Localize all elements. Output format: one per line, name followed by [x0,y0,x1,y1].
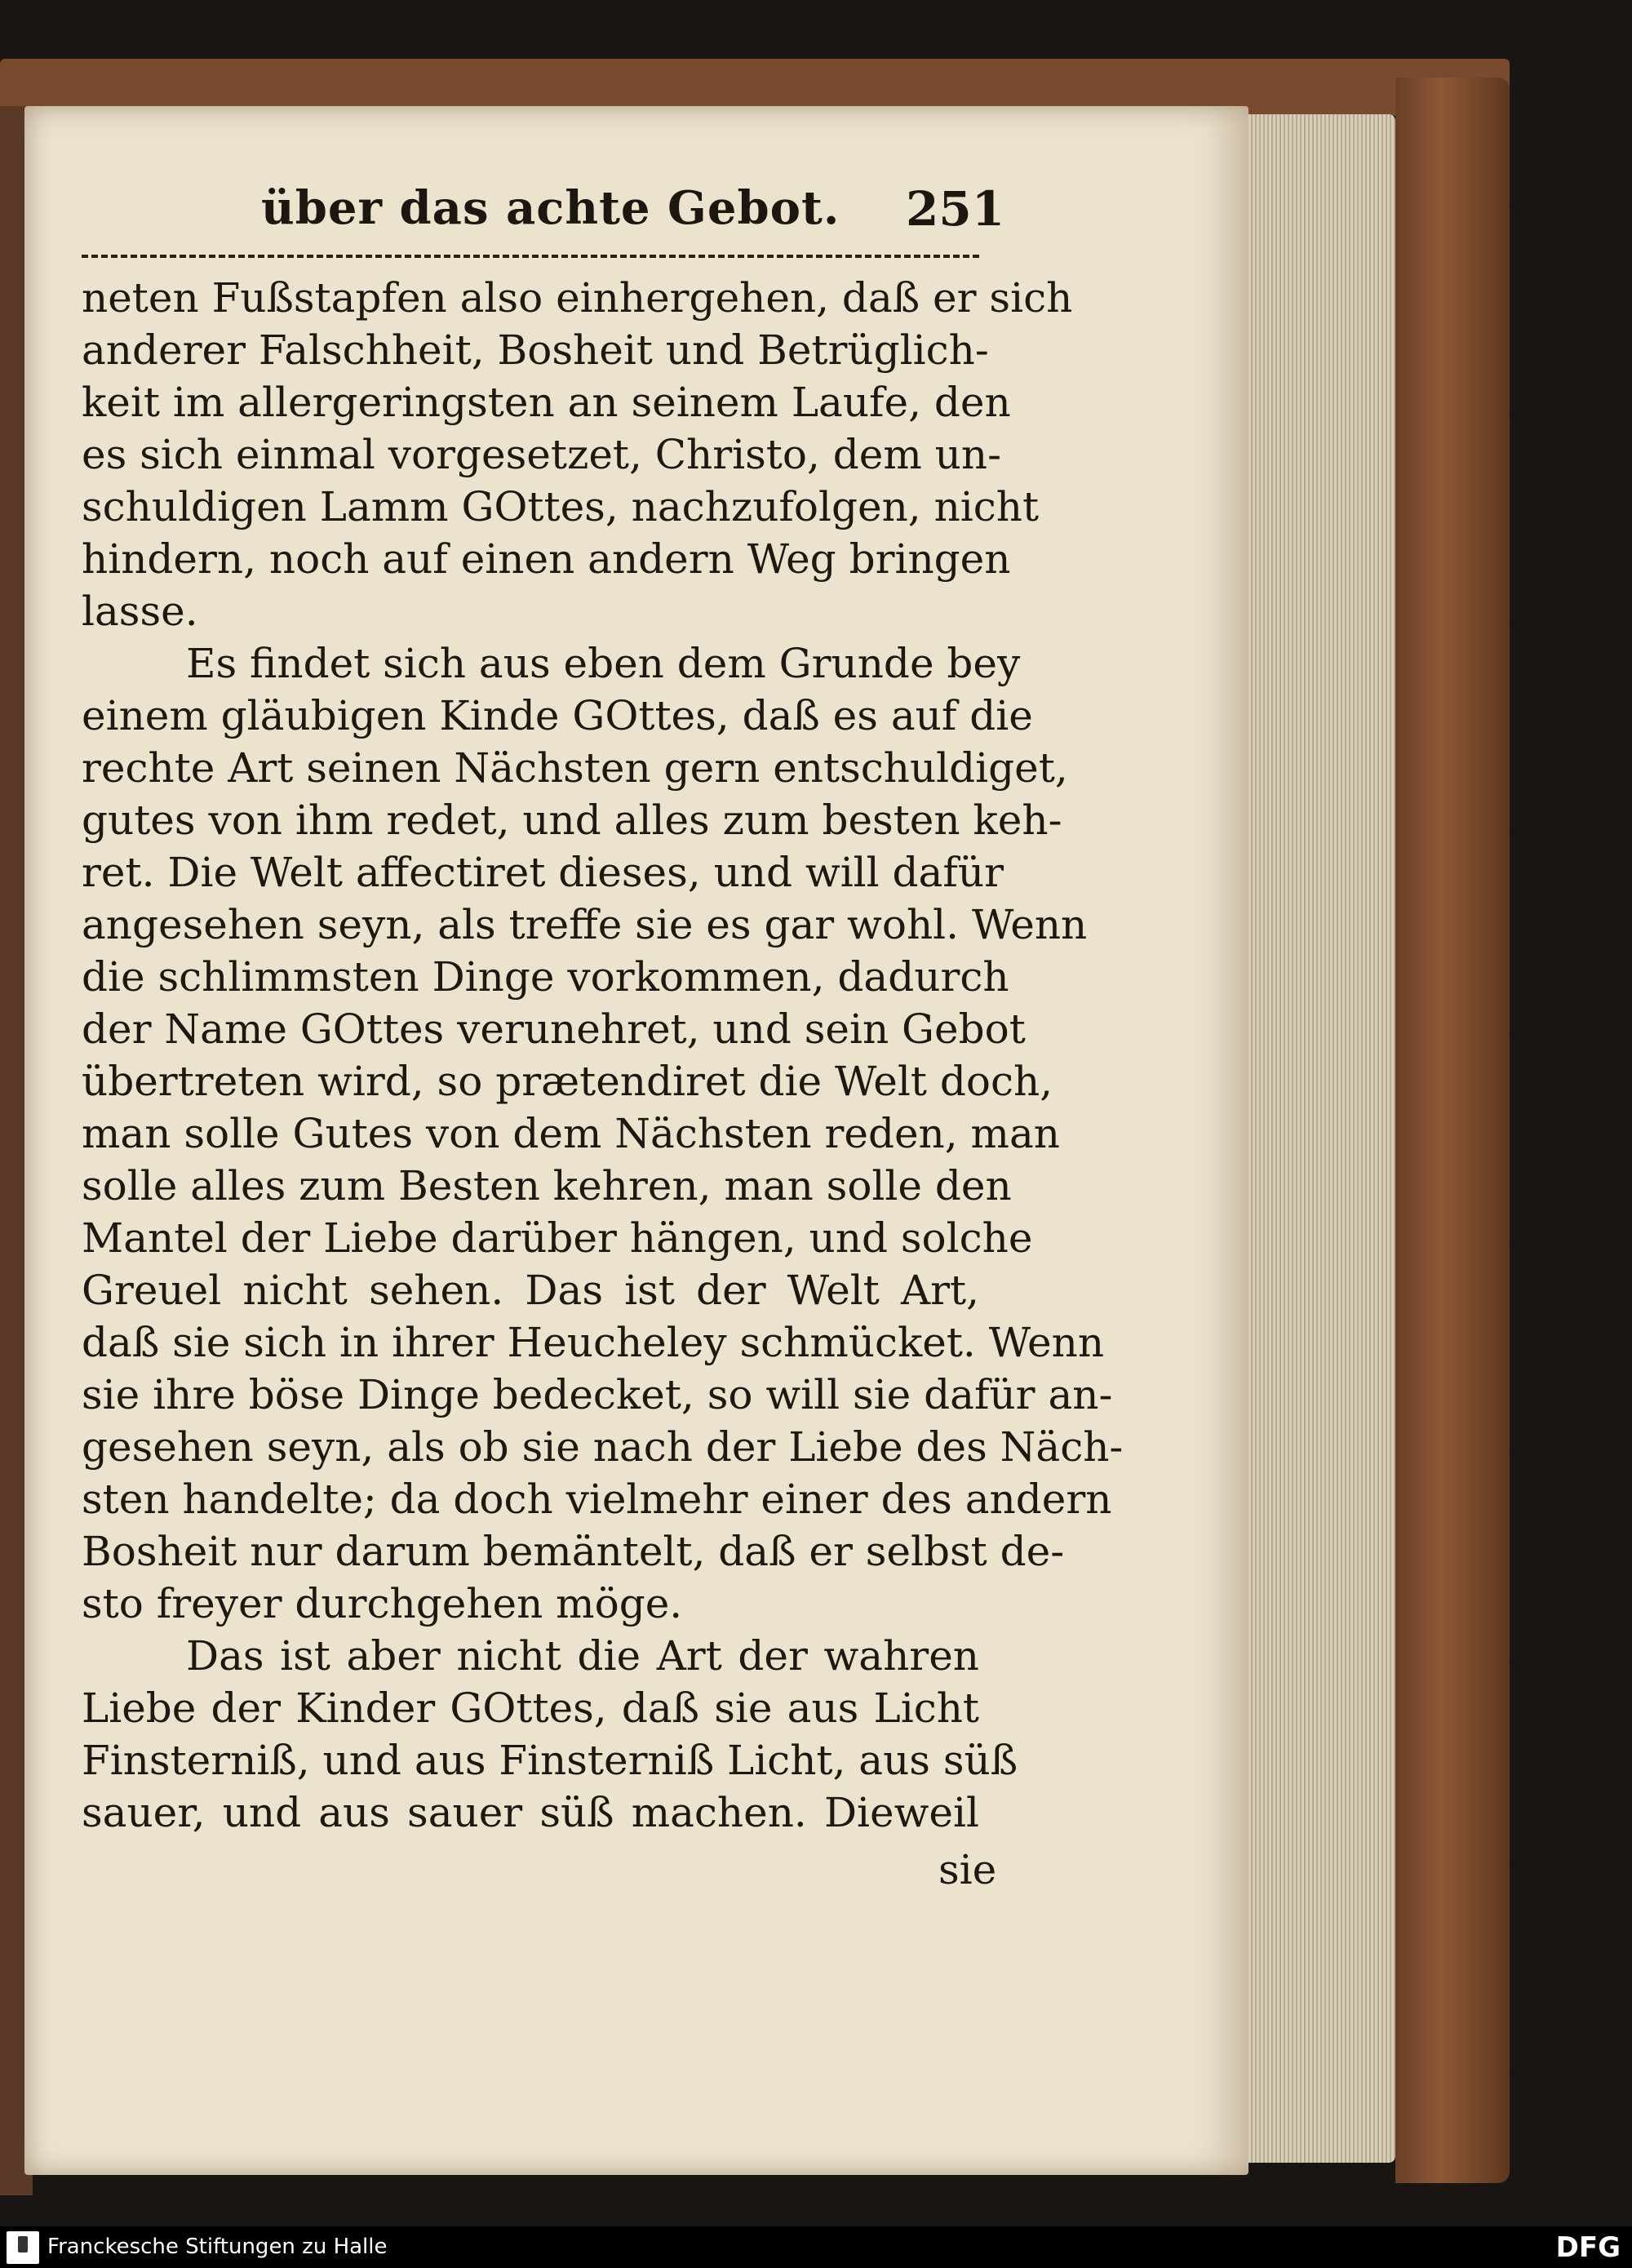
viewer-footer [0,2226,1632,2268]
text-line: Finsterniß, und aus Finsterniß Licht, aus süß [82,1737,1018,1784]
book-cover-right-edge [1395,78,1510,2183]
text-line: Liebe der Kinder GOttes, daß sie aus Licht [82,1684,979,1732]
institution-logo-mark [18,2236,28,2252]
text-line: man solle Gutes von dem Nächsten reden, man [82,1110,1060,1157]
dfg-logo: DFG [1555,2231,1621,2264]
text-line: Greuel nicht sehen. Das ist der Welt Art, [82,1267,979,1314]
text-line: schuldigen Lamm GOttes, nachzufolgen, nicht [82,483,1040,530]
running-head-title: über das achte Gebot. [261,181,840,235]
body-text [82,272,1124,1839]
text-line: sto freyer durchgehen möge. [82,1580,683,1627]
text-line: übertreten wird, so prætendiret die Welt doch, [82,1058,1053,1105]
text-line: anderer Falschheit, Bosheit und Betrüglich- [82,326,989,374]
text-line: einem gläubigen Kinde GOttes, daß es auf die [82,692,1033,739]
text-line: solle alles zum Besten kehren, man solle den [82,1162,1012,1209]
text-line: Das ist aber nicht die Art der wahren [186,1632,979,1680]
text-line: Mantel der Liebe darüber hängen, und solche [82,1214,1033,1262]
text-line: daß sie sich in ihrer Heucheley schmücket. Wenn [82,1319,1105,1366]
text-line: sauer, und aus sauer süß machen. Dieweil [82,1789,979,1836]
text-line: die schlimmsten Dinge vorkommen, dadurch [82,953,1009,1001]
text-line: angesehen seyn, als treffe sie es gar wohl. Wenn [82,901,1088,948]
page-number: 251 [906,181,1005,237]
text-line: sie ihre böse Dinge bedecket, so will sie dafür an- [82,1371,1113,1418]
text-line: ret. Die Welt affectiret dieses, und will dafür [82,849,1004,896]
text-line: keit im allergeringsten an seinem Laufe, den [82,379,1011,426]
text-line: neten Fußstapfen also einhergehen, daß er sich [82,274,1073,322]
text-line: es sich einmal vorgesetzet, Christo, dem un- [82,431,1001,478]
institution-logo-icon [7,2231,39,2264]
text-line: hindern, noch auf einen andern Weg bringen [82,535,1011,583]
text-line: sten handelte; da doch vielmehr einer des andern [82,1476,1112,1523]
institution-name: Franckesche Stiftungen zu Halle [47,2235,388,2259]
text-line: gutes von ihm redet, und alles zum besten keh- [82,797,1062,844]
catchword: sie [938,1846,997,1893]
page-stack-edges [1232,114,1395,2163]
header-rule [82,255,979,258]
text-line: gesehen seyn, als ob sie nach der Liebe des Näch- [82,1423,1124,1471]
text-line: Es findet sich aus eben dem Grunde bey [186,640,1021,687]
text-line: rechte Art seinen Nächsten gern entschuldiget, [82,744,1068,792]
running-head [82,181,1005,246]
text-line: lasse. [82,588,198,635]
text-line: Bosheit nur darum bemäntelt, daß er selbst de- [82,1528,1065,1575]
text-line: der Name GOttes verunehret, und sein Gebot [82,1005,1026,1053]
